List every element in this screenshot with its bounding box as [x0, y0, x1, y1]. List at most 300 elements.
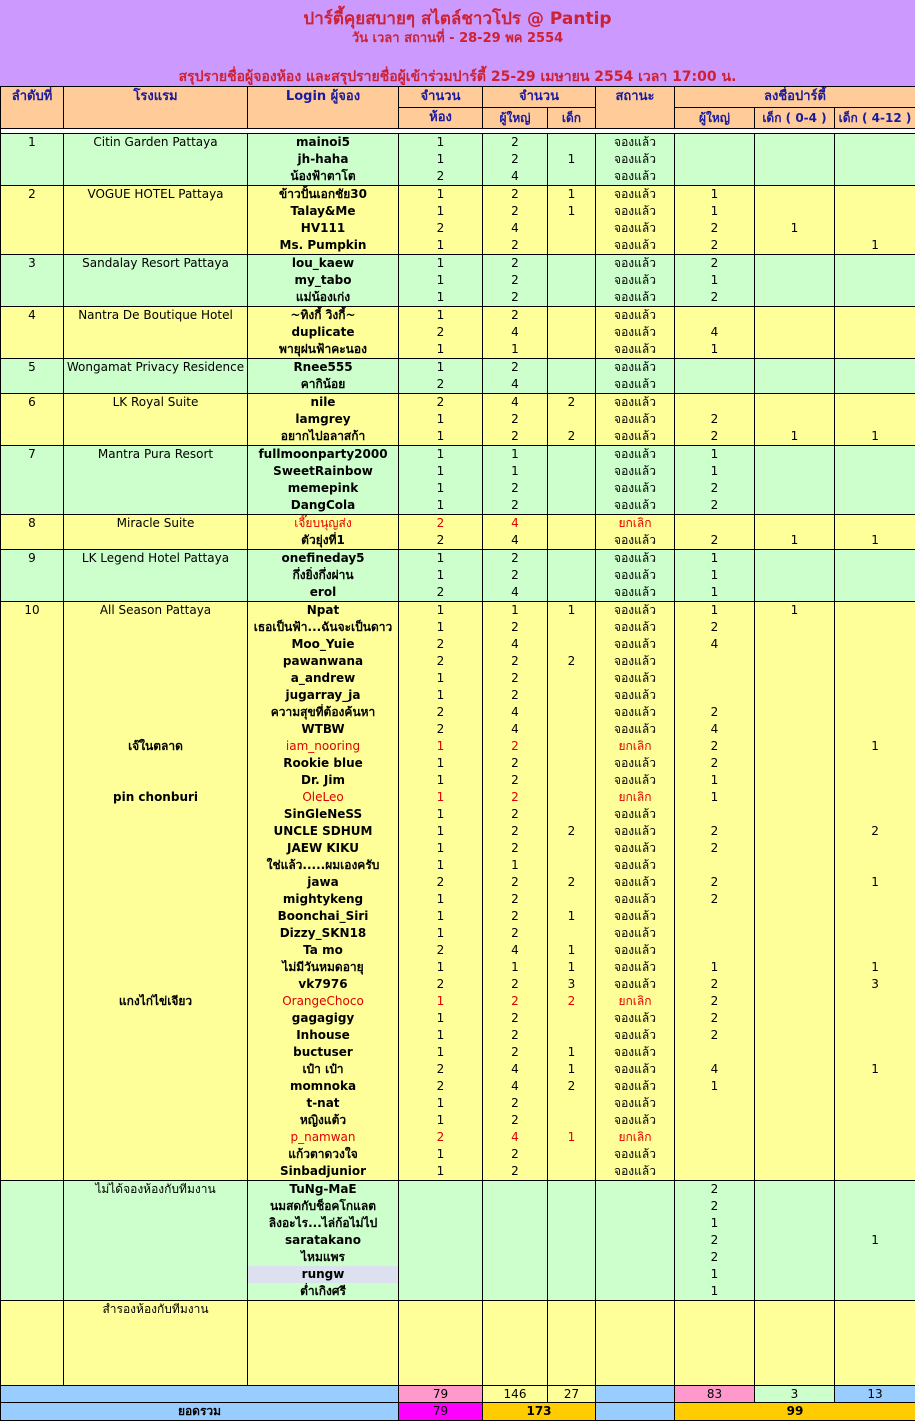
- party-kids-4-12: [835, 376, 915, 394]
- adult-count: [483, 1181, 548, 1199]
- hotel-name: [64, 1129, 248, 1146]
- hotel-name: [64, 1215, 248, 1232]
- booking-status: จองแล้ว: [596, 237, 675, 255]
- login-name: Ta mo: [248, 942, 399, 959]
- table-row: [1, 1266, 915, 1283]
- row-number: [1, 738, 64, 755]
- party-kids-4-12: [835, 272, 915, 289]
- booking-status: จองแล้ว: [596, 891, 675, 908]
- login-name: เจี๊ยบนุญส่ง: [248, 515, 399, 533]
- table-row: [1, 1249, 915, 1266]
- party-adults: [675, 168, 755, 186]
- party-adults: 1: [675, 186, 755, 204]
- login-name: mainoi5: [248, 134, 399, 152]
- total-rooms: 79: [399, 1386, 483, 1403]
- booking-status: จองแล้ว: [596, 463, 675, 480]
- hotel-name: [64, 823, 248, 840]
- table-row: [1, 789, 915, 806]
- party-kids-0-4: [755, 497, 835, 515]
- table-row: [1, 1078, 915, 1095]
- col-header-status: สถานะ: [596, 87, 675, 129]
- login-name: mightykeng: [248, 891, 399, 908]
- adult-count: 2: [483, 1044, 548, 1061]
- party-adults: 2: [675, 255, 755, 273]
- table-row: [1, 255, 915, 273]
- booking-status: จองแล้ว: [596, 772, 675, 789]
- total-party-adults: 83: [675, 1386, 755, 1403]
- booking-status: จองแล้ว: [596, 289, 675, 307]
- table-row: [1, 1181, 915, 1199]
- booking-status: จองแล้ว: [596, 602, 675, 620]
- kid-count: [548, 1266, 596, 1283]
- party-kids-0-4: [755, 789, 835, 806]
- kid-count: [548, 857, 596, 874]
- adult-count: 4: [483, 532, 548, 550]
- booking-status: จองแล้ว: [596, 704, 675, 721]
- table-row: [1, 840, 915, 857]
- login-name: WTBW: [248, 721, 399, 738]
- party-adults: 4: [675, 636, 755, 653]
- party-adults: [675, 857, 755, 874]
- party-kids-0-4: [755, 1232, 835, 1249]
- room-count: 2: [399, 220, 483, 237]
- booking-status: จองแล้ว: [596, 721, 675, 738]
- room-count: 1: [399, 497, 483, 515]
- login-name: Talay&Me: [248, 203, 399, 220]
- hotel-name: [64, 1027, 248, 1044]
- adult-count: [483, 1198, 548, 1215]
- hotel-name: [64, 619, 248, 636]
- party-kids-4-12: [835, 806, 915, 823]
- hotel-name: [64, 237, 248, 255]
- party-adults: 2: [675, 891, 755, 908]
- kid-count: [548, 1112, 596, 1129]
- room-count: 1: [399, 789, 483, 806]
- room-count: 1: [399, 1044, 483, 1061]
- row-number: [1, 1163, 64, 1181]
- login-name: rungw: [248, 1266, 399, 1283]
- adult-count: 4: [483, 324, 548, 341]
- kid-count: 2: [548, 394, 596, 412]
- kid-count: 2: [548, 1078, 596, 1095]
- table-row: [1, 636, 915, 653]
- adult-count: 2: [483, 237, 548, 255]
- adult-count: 2: [483, 1027, 548, 1044]
- row-number: [1, 823, 64, 840]
- login-name: lou_kaew: [248, 255, 399, 273]
- total-adults: 146: [483, 1386, 548, 1403]
- login-name: ต่ำเกิงศรี: [248, 1283, 399, 1301]
- adult-count: 2: [483, 772, 548, 789]
- col-header-rooms-bottom: ห้อง: [399, 108, 483, 129]
- party-adults: 2: [675, 289, 755, 307]
- party-kids-4-12: [835, 670, 915, 687]
- kid-count: 2: [548, 653, 596, 670]
- login-name: Npat: [248, 602, 399, 620]
- party-kids-4-12: 1: [835, 959, 915, 976]
- kid-count: [548, 1181, 596, 1199]
- col-header-people: จำนวน: [483, 87, 596, 108]
- row-number: 2: [1, 186, 64, 204]
- party-kids-0-4: [755, 1198, 835, 1215]
- kid-count: [548, 446, 596, 464]
- kid-count: [548, 1010, 596, 1027]
- booking-status: จองแล้ว: [596, 1146, 675, 1163]
- booking-status: จองแล้ว: [596, 806, 675, 823]
- hotel-name: [64, 704, 248, 721]
- hotel-name: Nantra De Boutique Hotel: [64, 307, 248, 325]
- room-count: [399, 1181, 483, 1199]
- party-kids-0-4: [755, 1078, 835, 1095]
- table-row: [1, 1010, 915, 1027]
- login-name: นมสดกับช็อคโกแลต: [248, 1198, 399, 1215]
- booking-status: จองแล้ว: [596, 134, 675, 152]
- table-row: [1, 602, 915, 620]
- table-row: [1, 134, 915, 152]
- hotel-name: [64, 1249, 248, 1266]
- room-count: 2: [399, 584, 483, 602]
- party-kids-0-4: 1: [755, 602, 835, 620]
- hotel-name: [64, 653, 248, 670]
- table-row: [1, 1146, 915, 1163]
- party-kids-4-12: [835, 857, 915, 874]
- party-adults: 2: [675, 428, 755, 446]
- party-kids-0-4: [755, 704, 835, 721]
- adult-count: 4: [483, 1129, 548, 1146]
- table-row: [1, 394, 915, 412]
- party-kids-0-4: [755, 1129, 835, 1146]
- booking-status: จองแล้ว: [596, 670, 675, 687]
- row-number: [1, 959, 64, 976]
- kid-count: [548, 324, 596, 341]
- table-row: [1, 1095, 915, 1112]
- booking-status: จองแล้ว: [596, 394, 675, 412]
- party-kids-4-12: [835, 925, 915, 942]
- party-adults: 2: [675, 993, 755, 1010]
- table-row: [1, 993, 915, 1010]
- kid-count: [548, 359, 596, 377]
- kid-count: [548, 584, 596, 602]
- hotel-name: [64, 806, 248, 823]
- party-kids-4-12: [835, 341, 915, 359]
- table-row: [1, 463, 915, 480]
- party-kids-0-4: [755, 550, 835, 568]
- room-count: 1: [399, 1163, 483, 1181]
- booking-status: จองแล้ว: [596, 1027, 675, 1044]
- table-row: [1, 307, 915, 325]
- room-count: 1: [399, 1112, 483, 1129]
- room-count: 1: [399, 411, 483, 428]
- adult-count: 2: [483, 619, 548, 636]
- booking-status: จองแล้ว: [596, 755, 675, 772]
- party-kids-0-4: [755, 806, 835, 823]
- adult-count: 2: [483, 186, 548, 204]
- row-number: [1, 151, 64, 168]
- table-row: [1, 272, 915, 289]
- row-number: [1, 1095, 64, 1112]
- hotel-name: [64, 857, 248, 874]
- col-header-login: Login ผู้จอง: [248, 87, 399, 129]
- table-row: [1, 220, 915, 237]
- login-name: a_andrew: [248, 670, 399, 687]
- adult-count: 2: [483, 134, 548, 152]
- room-count: [399, 1266, 483, 1283]
- adult-count: 4: [483, 515, 548, 533]
- table-row: [1, 959, 915, 976]
- kid-count: [548, 532, 596, 550]
- adult-count: 2: [483, 203, 548, 220]
- party-kids-0-4: [755, 874, 835, 891]
- party-adults: [675, 359, 755, 377]
- room-count: [399, 1249, 483, 1266]
- table-row: [1, 738, 915, 755]
- totals-row: [1, 1386, 915, 1403]
- party-kids-4-12: [835, 220, 915, 237]
- room-count: 1: [399, 307, 483, 325]
- party-kids-4-12: [835, 480, 915, 497]
- booking-status: จองแล้ว: [596, 925, 675, 942]
- party-kids-4-12: [835, 1078, 915, 1095]
- hotel-name: [64, 1163, 248, 1181]
- party-kids-4-12: [835, 394, 915, 412]
- party-kids-0-4: [755, 1010, 835, 1027]
- kid-count: [548, 840, 596, 857]
- room-count: 1: [399, 670, 483, 687]
- party-adults: [675, 687, 755, 704]
- login-name: Boonchai_Siri: [248, 908, 399, 925]
- room-count: [399, 1215, 483, 1232]
- kid-count: [548, 411, 596, 428]
- table-row: [1, 411, 915, 428]
- adult-count: 2: [483, 307, 548, 325]
- room-count: 1: [399, 891, 483, 908]
- room-count: 2: [399, 1061, 483, 1078]
- party-adults: [675, 1044, 755, 1061]
- login-name: JAEW KIKU: [248, 840, 399, 857]
- room-count: 1: [399, 463, 483, 480]
- booking-status: [596, 1266, 675, 1283]
- table-row: [1, 186, 915, 204]
- login-name: พายุฝนฟ้าคะนอง: [248, 341, 399, 359]
- table-row: [1, 772, 915, 789]
- login-name: ~ทิงกี้ วิงกี้~: [248, 307, 399, 325]
- hotel-name: [64, 324, 248, 341]
- party-adults: 2: [675, 1010, 755, 1027]
- kid-count: [548, 550, 596, 568]
- hotel-name: [64, 428, 248, 446]
- row-number: [1, 411, 64, 428]
- adult-count: 2: [483, 480, 548, 497]
- booking-status: จองแล้ว: [596, 324, 675, 341]
- table-row: [1, 151, 915, 168]
- hotel-name: [64, 772, 248, 789]
- hotel-name: [64, 463, 248, 480]
- party-adults: 2: [675, 237, 755, 255]
- kid-count: [548, 738, 596, 755]
- hotel-name: [64, 976, 248, 993]
- party-kids-0-4: [755, 738, 835, 755]
- adult-count: 1: [483, 446, 548, 464]
- party-kids-0-4: [755, 687, 835, 704]
- party-kids-4-12: 2: [835, 823, 915, 840]
- party-kids-0-4: [755, 151, 835, 168]
- party-adults: 2: [675, 1198, 755, 1215]
- party-kids-0-4: [755, 394, 835, 412]
- booking-status: [596, 1198, 675, 1215]
- hotel-name: [64, 1095, 248, 1112]
- kid-count: [548, 497, 596, 515]
- booking-table-body: [1, 87, 915, 1421]
- party-kids-0-4: [755, 925, 835, 942]
- kid-count: 2: [548, 823, 596, 840]
- row-number: 8: [1, 515, 64, 533]
- booking-status: [596, 1181, 675, 1199]
- row-number: [1, 1266, 64, 1283]
- totals-blank: [1, 1386, 399, 1403]
- row-number: [1, 1061, 64, 1078]
- kid-count: [548, 237, 596, 255]
- row-number: [1, 857, 64, 874]
- adult-count: 2: [483, 1146, 548, 1163]
- booking-status: จองแล้ว: [596, 687, 675, 704]
- booking-status: [596, 1249, 675, 1266]
- party-kids-0-4: [755, 1283, 835, 1301]
- room-count: 2: [399, 394, 483, 412]
- booking-table: [0, 86, 915, 1421]
- party-kids-0-4: [755, 619, 835, 636]
- login-name: saratakano: [248, 1232, 399, 1249]
- kid-count: [548, 789, 596, 806]
- adult-count: 4: [483, 220, 548, 237]
- party-kids-4-12: [835, 289, 915, 307]
- col-header-adults: ผู้ใหญ่: [483, 108, 548, 129]
- adult-count: 4: [483, 721, 548, 738]
- table-row: [1, 376, 915, 394]
- hotel-name: [64, 840, 248, 857]
- party-kids-4-12: 1: [835, 1232, 915, 1249]
- booking-status: จองแล้ว: [596, 840, 675, 857]
- party-kids-4-12: [835, 203, 915, 220]
- room-count: 1: [399, 993, 483, 1010]
- room-count: 2: [399, 942, 483, 959]
- row-number: [1, 721, 64, 738]
- table-row: [1, 480, 915, 497]
- booking-status: จองแล้ว: [596, 959, 675, 976]
- party-adults: 2: [675, 1249, 755, 1266]
- hotel-name: [64, 376, 248, 394]
- party-kids-4-12: [835, 755, 915, 772]
- table-row: [1, 567, 915, 584]
- party-kids-0-4: [755, 255, 835, 273]
- table-row: [1, 1044, 915, 1061]
- row-number: [1, 324, 64, 341]
- room-count: 1: [399, 1095, 483, 1112]
- party-adults: 2: [675, 840, 755, 857]
- hotel-name: [64, 755, 248, 772]
- party-kids-0-4: [755, 307, 835, 325]
- hotel-name: [64, 891, 248, 908]
- hotel-name: ไม่ได้จองห้องกับทีมงาน: [64, 1181, 248, 1199]
- table-row: [1, 976, 915, 993]
- adult-count: 2: [483, 550, 548, 568]
- kid-count: [548, 289, 596, 307]
- login-name: Ms. Pumpkin: [248, 237, 399, 255]
- login-name: jugarray_ja: [248, 687, 399, 704]
- totals-status-blank: [596, 1386, 675, 1403]
- login-name: SinGleNeSS: [248, 806, 399, 823]
- party-kids-0-4: [755, 515, 835, 533]
- party-kids-0-4: [755, 908, 835, 925]
- spare-rooms-label: สำรองห้องกับทีมงาน: [64, 1301, 248, 1386]
- login-name: iam_nooring: [248, 738, 399, 755]
- party-kids-4-12: 1: [835, 738, 915, 755]
- column-header-row-1: [1, 87, 915, 108]
- hotel-name: [64, 721, 248, 738]
- room-count: 1: [399, 237, 483, 255]
- table-row: [1, 237, 915, 255]
- party-adults: [675, 942, 755, 959]
- party-adults: 2: [675, 480, 755, 497]
- adult-count: 1: [483, 341, 548, 359]
- report-title: ปาร์ตี้คุยสบายๆ สไตล์ชาวโปร @ Pantip: [0, 5, 915, 32]
- kid-count: [548, 255, 596, 273]
- table-row: [1, 324, 915, 341]
- adult-count: 2: [483, 976, 548, 993]
- kid-count: [548, 567, 596, 584]
- row-number: [1, 653, 64, 670]
- kid-count: [548, 307, 596, 325]
- room-count: [399, 1283, 483, 1301]
- kid-count: [548, 1232, 596, 1249]
- adult-count: 2: [483, 823, 548, 840]
- booking-status: จองแล้ว: [596, 1078, 675, 1095]
- kid-count: [548, 376, 596, 394]
- table-row: [1, 704, 915, 721]
- room-count: 1: [399, 1027, 483, 1044]
- row-number: [1, 1078, 64, 1095]
- party-kids-4-12: [835, 908, 915, 925]
- adult-count: 2: [483, 993, 548, 1010]
- party-kids-4-12: [835, 602, 915, 620]
- room-count: 1: [399, 289, 483, 307]
- hotel-name: [64, 567, 248, 584]
- room-count: 1: [399, 908, 483, 925]
- party-kids-0-4: [755, 584, 835, 602]
- party-kids-0-4: [755, 1112, 835, 1129]
- booking-status: จองแล้ว: [596, 550, 675, 568]
- kid-count: 1: [548, 1061, 596, 1078]
- login-name: p_namwan: [248, 1129, 399, 1146]
- login-name: แก้วตาดวงใจ: [248, 1146, 399, 1163]
- adult-count: 2: [483, 1163, 548, 1181]
- party-adults: [675, 1095, 755, 1112]
- login-name: กึ่งยิ่งกึ่งผ่าน: [248, 567, 399, 584]
- login-name: fullmoonparty2000: [248, 446, 399, 464]
- table-row: [1, 942, 915, 959]
- adult-count: 2: [483, 411, 548, 428]
- login-name: jh-haha: [248, 151, 399, 168]
- row-number: 7: [1, 446, 64, 464]
- login-name: erol: [248, 584, 399, 602]
- login-name: เธอเป็นฟ้า...ฉันจะเป็นดาว: [248, 619, 399, 636]
- kid-count: [548, 1283, 596, 1301]
- kid-count: 1: [548, 908, 596, 925]
- adult-count: [483, 1232, 548, 1249]
- row-number: 3: [1, 255, 64, 273]
- login-name: แม่น้องเก่ง: [248, 289, 399, 307]
- booking-status: จองแล้ว: [596, 532, 675, 550]
- party-kids-0-4: [755, 237, 835, 255]
